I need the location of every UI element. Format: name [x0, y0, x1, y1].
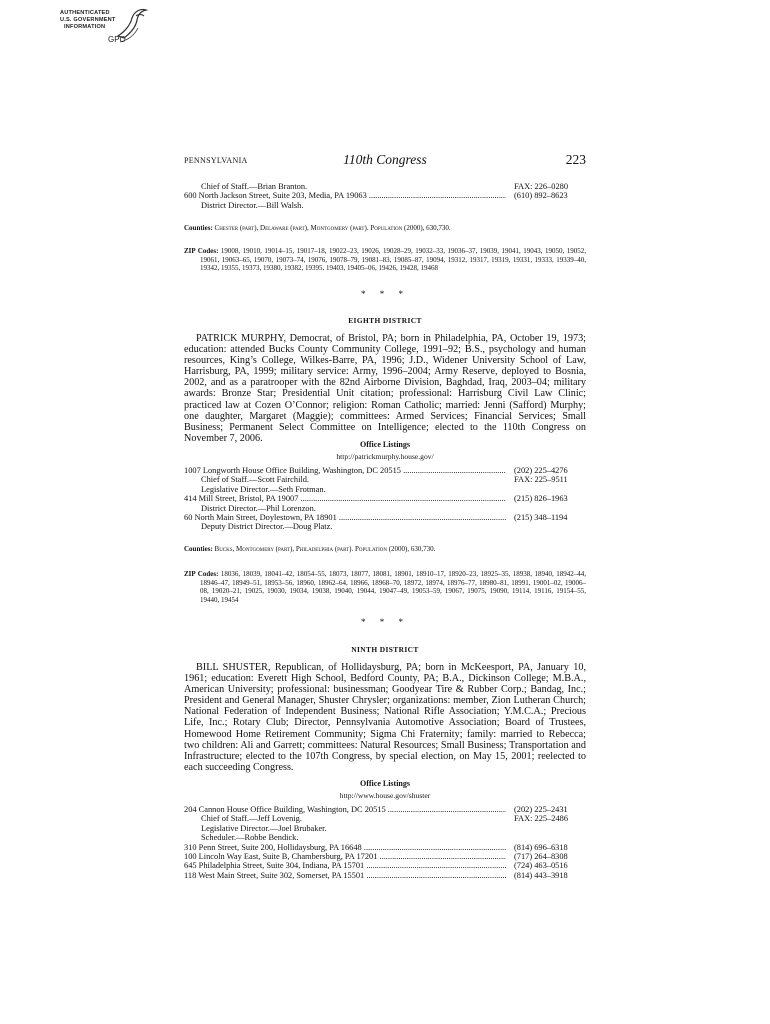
office-address: 645 Philadelphia Street, Suite 304, Indiana, PA 15701 ..... [184, 861, 506, 870]
phone-number [506, 824, 586, 833]
member-bio-shuster [184, 662, 586, 773]
office-row [184, 485, 586, 494]
logo-line-1: AUTHENTICATED [60, 10, 110, 16]
phone-number: FAX: 225–2486 [514, 814, 569, 824]
office-row [184, 833, 586, 842]
office-address: 100 Lincoln Way East, Suite B, Chambersburg, PA 17201 ..... [184, 852, 506, 861]
staff-entry: Chief of Staff.—Jeff Lovenig. [201, 814, 302, 824]
zip-codes-7th [184, 247, 586, 273]
bio-paragraph: BILL SHUSTER, Republican, of Hollidaysburg, PA; born in McKeesport, PA, January 10, 1961; education: Everett High School, Bedford County, PA; B.A., Dickinson College; M.B.A., American University; professional: businessman; Goodyear Tire & Rubber Corp.; Bandag, Inc.; President and General Manager, Shuster Chrysler; organizations: member, Zion Lutheran Church; National Federation of Independent Business; National Rifle Association; Y.M.C.A.; Precious Life, Inc.; Rotary Club; Director, Pennsylvania Automotive Association; Board of Trustees, Homewood Home Retirement Community; Sigma Chi Fraternity; family: married to Rebecca; two children: Ali and Garrett; committees: Natural Resources; Small Business; Transportation and Infrastructure; elected to the 107th Congress, by special election, on May 15, 2001; reelected to each succeeding Congress. [184, 662, 586, 773]
office-row [184, 843, 586, 852]
office-row [184, 182, 586, 191]
zip-label: ZIP Codes: [184, 247, 219, 255]
office-listings-heading-9th: Office Listings [360, 779, 410, 788]
phone-number [506, 485, 586, 494]
office-row [184, 191, 586, 200]
section-separator: * * * [361, 289, 409, 299]
logo-line-2: U.S. GOVERNMENT [60, 17, 116, 23]
website-url-9th[interactable]: http://www.house.gov/shuster [339, 791, 431, 800]
office-row [184, 861, 586, 870]
phone-number: (814) 443–3918 [514, 870, 568, 880]
website-url-8th[interactable]: http://patrickmurphy.house.gov/ [336, 452, 434, 461]
office-address: 310 Penn Street, Suite 200, Hollidaysburg, PA 16648 ..... [184, 843, 506, 852]
staff-entry: District Director.—Bill Walsh. [201, 200, 304, 210]
phone-number [506, 504, 586, 513]
staff-entry: District Director.—Phil Lorenzon. [201, 503, 316, 513]
phone-number: (814) 696–6318 [514, 842, 568, 852]
office-row [184, 824, 586, 833]
counties-label: Counties: [184, 224, 213, 232]
district-heading-9th: NINTH DISTRICT [351, 645, 419, 654]
member-bio-murphy [184, 333, 586, 444]
office-row [184, 466, 586, 475]
staff-entry: Legislative Director.—Seth Frotman. [201, 484, 326, 494]
phone-number [506, 522, 586, 531]
office-row [184, 522, 586, 531]
district-heading-8th: EIGHTH DISTRICT [348, 316, 422, 325]
logo-line-3: INFORMATION [64, 24, 106, 30]
header-title: 110th Congress [343, 152, 427, 167]
zip-label: ZIP Codes: [184, 570, 219, 578]
office-address: 60 North Main Street, Doylestown, PA 18901 ..... [184, 513, 506, 522]
eagle-icon [114, 6, 148, 46]
office-address: 600 North Jackson Street, Suite 203, Media, PA 19063 ..... [184, 191, 506, 200]
phone-number: (202) 225–4276 [514, 466, 568, 475]
phone-number [506, 833, 586, 842]
counties-text: Chester (part), Delaware (part), Montgomery (part). Population (2000), 630,730. [214, 224, 451, 232]
phone-number: (717) 264–8308 [514, 852, 568, 862]
phone-number: (215) 826–1963 [514, 494, 568, 504]
counties-label: Counties: [184, 545, 213, 553]
staff-entry: Chief of Staff.—Brian Branton. [201, 182, 308, 191]
running-header [184, 152, 586, 168]
phone-number: FAX: 225–9511 [514, 475, 568, 485]
phone-number: (610) 892–8623 [514, 191, 568, 201]
staff-entry: Scheduler.—Robbe Bendick. [201, 833, 299, 843]
phone-number: FAX: 226–0280 [514, 182, 569, 191]
phone-number: (724) 463–0516 [514, 861, 568, 871]
office-row [184, 852, 586, 861]
office-listings-heading-8th: Office Listings [360, 440, 410, 449]
phone-number: (215) 348–1194 [514, 513, 568, 523]
zip-text: 19008, 19010, 19014–15, 19017–18, 19022–23, 19026, 19028–29, 19032–33, 19036–37, 19039, 19041, 19043, 19050, 19052, 19061, 19063–65, 19070, 19073–74, 19076, 19078–79, 19081–83, 19085–87, 19094, 19312, 19317, 19319, 19331, 19333, 19339–40, 19342, 19355, 19373, 19380, 19382, 19395, 19403, 19405–06, 19426, 19428, 19468 [200, 247, 587, 273]
office-row [184, 805, 586, 814]
counties-7th [184, 224, 586, 233]
office-row [184, 201, 586, 210]
office-row [184, 504, 586, 513]
office-row [184, 871, 586, 880]
office-address: 118 West Main Street, Suite 302, Somerset, PA 15501 ..... [184, 871, 506, 880]
bio-paragraph: PATRICK MURPHY, Democrat, of Bristol, PA; born in Philadelphia, PA, October 19, 1973; education: attended Bucks County Community College, 1991–92; B.S., psychology and human resources, King’s College, Wilkes-Barre, PA, 1996; J.D., Widener University School of Law, Harrisburg, PA, 1999; military service: Army, 1996–2004; Army Reserve, deployed to Bosnia, 2002, and as a paratrooper with the 82nd Airborne Division, Baghdad, Iraq, 2003–04; military awards: Bronze Star; Presidential Unit citation; professional: Harrisburg Civil Law Clinic; practiced law at Cozen O’Connor; religion: Roman Catholic; married: Jenni (Safford) Murphy; one daughter, Margaret (Maggie); committees: Armed Services; Financial Services; Small Business; Permanent Select Committee on Intelligence; elected to the 110th Congress on November 7, 2006. [184, 333, 586, 444]
office-row [184, 475, 586, 484]
office-listings-9th [184, 805, 586, 880]
counties-text: Bucks, Montgomery (part), Philadelphia (part). Population (2000), 630,730. [214, 545, 436, 553]
office-row [184, 513, 586, 522]
phone-number: (202) 225–2431 [514, 805, 568, 814]
zip-text: 18036, 18039, 18041–42, 18054–55, 18073, 18077, 18081, 18901, 18910–17, 18920–23, 18925–35, 18938, 18940, 18942–44, 18946–47, 18949–51, 18953–56, 18960, 18962–64, 18966, 18968–70, 18972, 18974, 18976–77, 18980–81, 18991, 19001–02, 19006–08, 19020–21, 19025, 19030, 19034, 19038, 19040, 19044, 19047–49, 19053–59, 19067, 19075, 19090, 19114, 19116, 19154–55, 19440, 19454 [200, 570, 587, 604]
office-row [184, 814, 586, 823]
phone-number [506, 201, 586, 210]
office-address: 414 Mill Street, Bristol, PA 19007 ..... [184, 494, 506, 503]
counties-8th [184, 545, 586, 554]
staff-entry: Chief of Staff.—Scott Fairchild. [201, 475, 310, 485]
office-address: 1007 Longworth House Office Building, Washington, DC 20515 ..... [184, 466, 506, 475]
page-number: 223 [565, 152, 586, 167]
office-listings-8th [184, 466, 586, 532]
office-contacts-continued [184, 182, 586, 210]
staff-entry: Legislative Director.—Joel Brubaker. [201, 823, 327, 833]
gpo-authentication-logo [60, 6, 150, 50]
office-row [184, 494, 586, 503]
logo-gpo: GPO [108, 35, 126, 44]
section-separator: * * * [361, 617, 409, 627]
zip-codes-8th [184, 570, 586, 604]
header-state: PENNSYLVANIA [184, 156, 248, 165]
office-address: 204 Cannon House Office Building, Washington, DC 20515 ..... [184, 805, 506, 814]
staff-entry: Deputy District Director.—Doug Platz. [201, 522, 333, 532]
